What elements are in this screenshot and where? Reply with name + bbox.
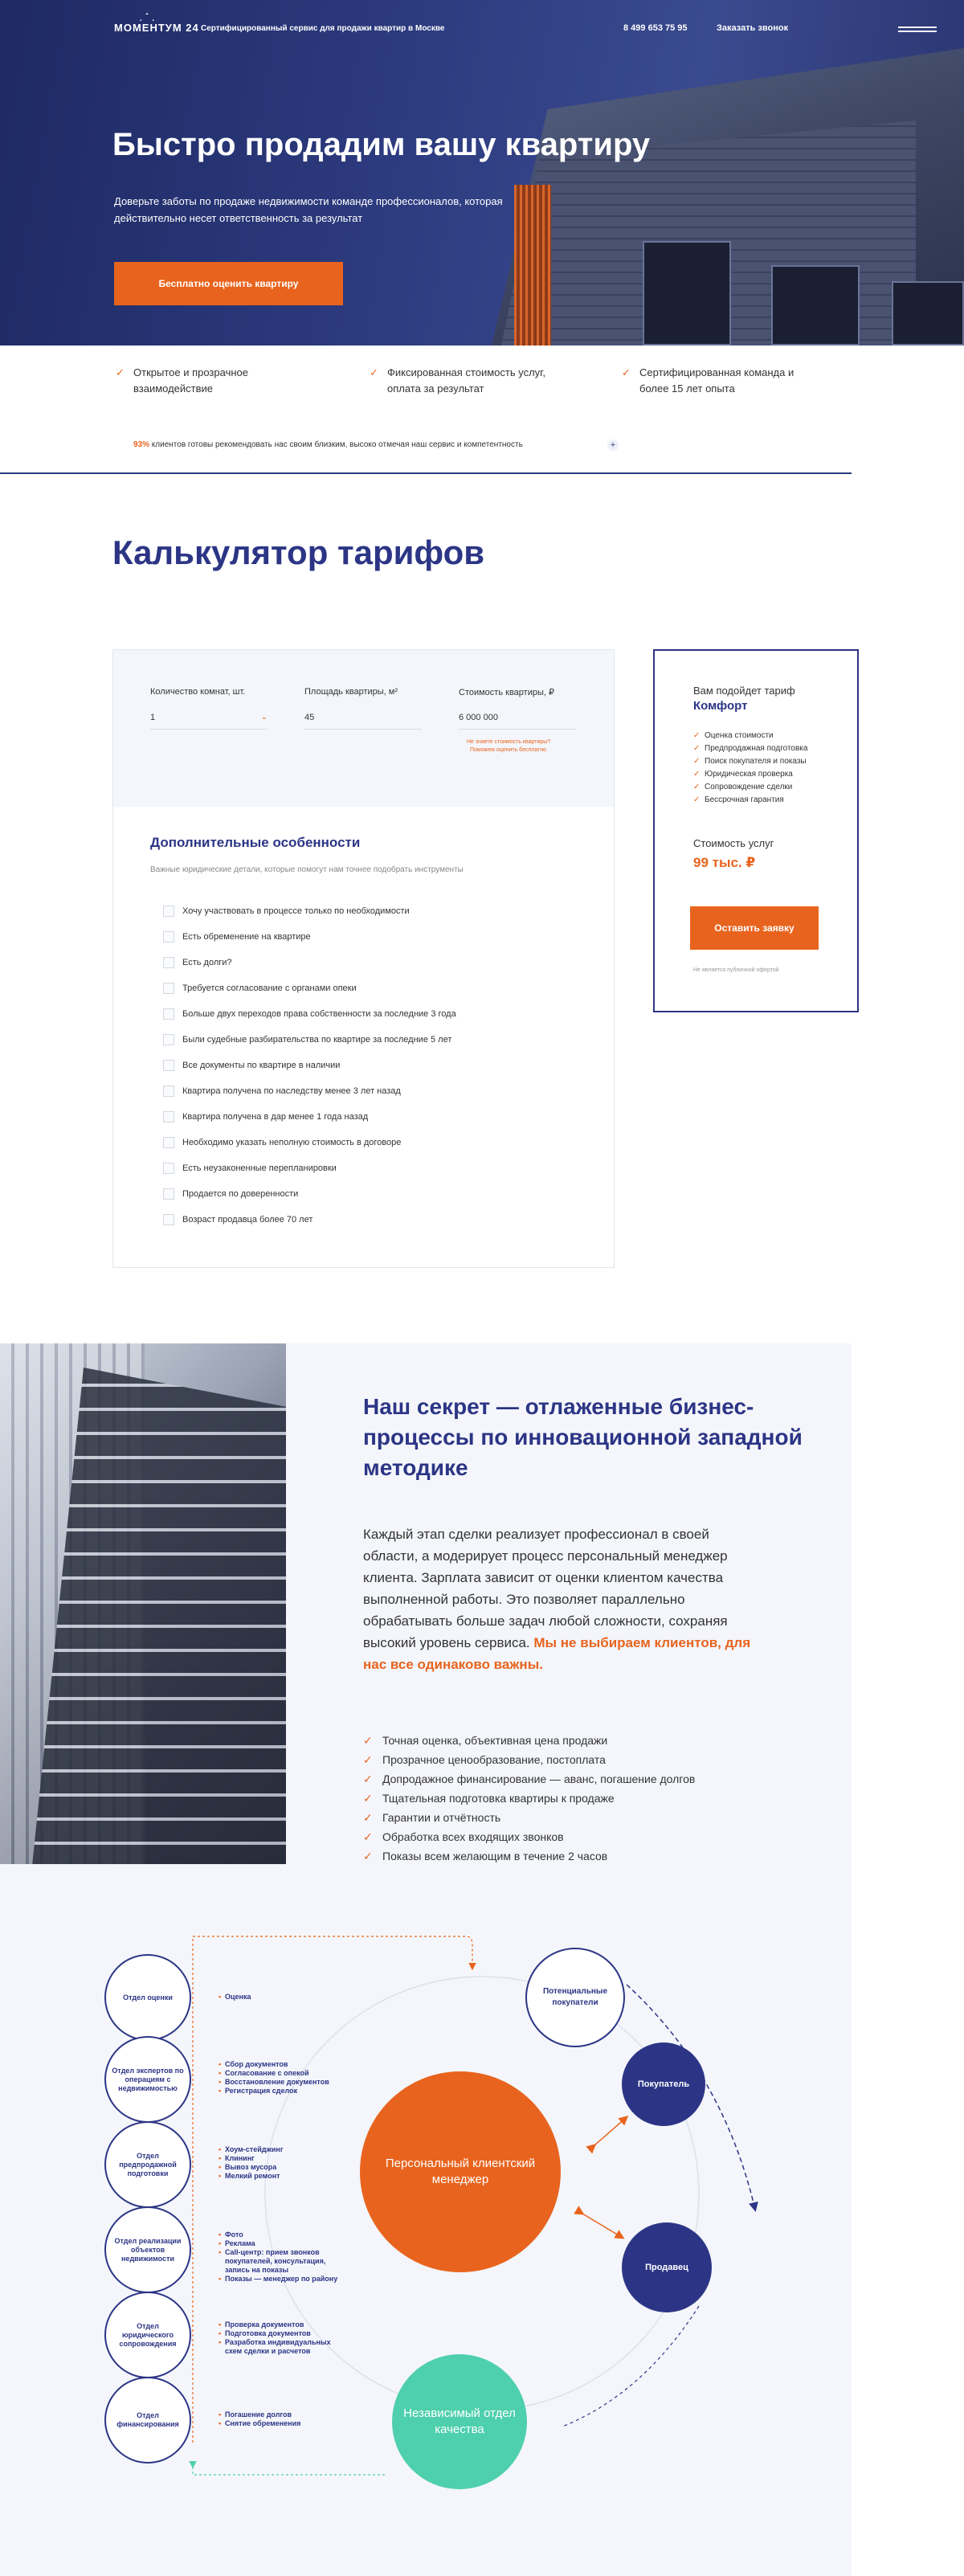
seller-circle: Продавец [622,2222,712,2312]
checkbox-label: Есть обременение на квартире [182,932,311,942]
department-task: • Подготовка документов [219,2329,347,2338]
rooms-value: 1 [150,713,156,722]
calculator-title: Калькулятор тарифов [112,534,485,571]
feature-checkbox[interactable] [163,955,565,970]
feature-item: ✓ Сертифицированная команда и более 15 лет опыта [620,365,805,397]
recommendation-desc: клиентов готовы рекомендовать нас своим близким, высоко отмечая наш сервис и компетентность [151,440,523,449]
tariff-item: ✓ Бессрочная гарантия [693,794,854,807]
checkbox-label: Есть неузаконенные перепланировки [182,1163,337,1173]
checkbox-icon[interactable] [163,1188,174,1200]
checkbox-label: Хочу участвовать в процессе только по необходимости [182,906,410,916]
logo[interactable]: МОМЕНТУМ 24 [114,22,199,34]
feature-checkbox[interactable] [163,904,565,918]
checkbox-label: Продается по доверенности [182,1189,299,1199]
checkbox-label: Были судебные разбирательства по квартире за последние 5 лет [182,1035,452,1045]
checkbox-label: Квартира получена в дар менее 1 года назад [182,1112,369,1122]
checkbox-icon[interactable] [163,906,174,917]
hero-subtitle: Доверьте заботы по продаже недвижимости команде профессионалов, которая действительно несет ответственность за результат [114,195,503,224]
order-button[interactable]: Оставить заявку [690,906,819,950]
department-task: • Call-центр: прием звонков покупателей, консультация, запись на показы [219,2248,347,2275]
building-window [643,241,731,346]
tariff-item: ✓ Сопровождение сделки [693,781,854,794]
department-task: • Хоум-стейджинг [219,2145,347,2154]
secret-paragraph: Каждый этап сделки реализует профессионал в своей области, а модерирует процесс персональный менеджер клиента. Зарплата зависит от оценки клиентом качества выполненной работы. Это позволяет параллельно обрабатывать больше задач любой сложности, сохраняя высокий уровень сервиса. [363,1527,728,1650]
feature-checkbox[interactable] [163,981,565,996]
department-task: • Вывоз мусора [219,2163,347,2172]
secret-list-item: ✓ Допродажное финансирование — аванс, погашение долгов [363,1769,813,1789]
department-task: • Клининг [219,2154,347,2163]
seller-link [582,2214,623,2238]
department-task: • Погашение долгов [219,2410,347,2419]
department-task: • Мелкий ремонт [219,2172,347,2181]
area-label: Площадь квартиры, м² [304,687,398,697]
checkbox-icon[interactable] [163,931,174,942]
building-window [771,265,860,346]
feature-checkbox[interactable] [163,1212,565,1227]
potential-buyers-circle: Потенциальные покупатели [525,1948,625,2047]
checkbox-label: Все документы по квартире в наличии [182,1061,341,1070]
feature-checkbox[interactable] [163,1161,565,1176]
offer-note: Не является публичной офертой [693,967,779,973]
secret-list-item: ✓ Тщательная подготовка квартиры к продаже [363,1789,813,1808]
checkbox-icon[interactable] [163,983,174,994]
tariff-item: ✓ Юридическая проверка [693,768,854,781]
building-window [892,281,964,346]
tariff-item: ✓ Предпродажная подготовка [693,742,854,755]
checkbox-icon[interactable] [163,1163,174,1174]
department-task: • Регистрация сделок [219,2087,347,2096]
department-circle: Отдел юридического сопровождения [104,2292,191,2378]
price-input[interactable]: 6 000 000 [459,713,576,730]
top-connector [193,1936,472,1969]
feature-checkbox[interactable] [163,1058,565,1073]
cost-label: Стоимость услуг [693,837,774,849]
checkbox-label: Квартира получена по наследству менее 3 лет назад [182,1086,401,1096]
expand-plus-icon[interactable]: + [607,440,619,451]
checkbox-icon[interactable] [163,1214,174,1225]
secret-text [363,1523,765,1675]
quality-circle: Независимый отдел качества [392,2354,527,2489]
checkbox-icon[interactable] [163,1137,174,1148]
hint-unknown-price[interactable]: Не знаете стоимость квартиры? [467,739,551,745]
buyer-circle: Покупатель [622,2042,705,2126]
recommendation-percent: 93% [133,440,150,449]
department-task: • Сбор документов [219,2060,347,2069]
tariff-list [693,730,854,807]
additional-desc: Важные юридические детали, которые помогут нам точнее подобрать инструменты [150,865,464,874]
department-circle: Отдел финансирования [104,2377,191,2464]
estimate-button[interactable]: Бесплатно оценить квартиру [114,262,343,305]
calculator-card [112,649,615,1268]
secret-list [363,1731,813,1866]
department-tasks [219,2060,347,2096]
checkbox-label: Возраст продавца более 70 лет [182,1215,313,1225]
calculator-inputs [113,650,614,807]
department-task: • Разработка индивидуальных схем сделки и расчетов [219,2338,347,2356]
features-card [0,346,852,474]
checkbox-label: Есть долги? [182,958,232,967]
feature-checkbox[interactable] [163,1084,565,1098]
tariff-card [653,649,859,1012]
recommendation-text [133,440,523,449]
department-task: • Проверка документов [219,2320,347,2329]
seller-quality-link [562,2306,699,2427]
secret-list-item: ✓ Прозрачное ценообразование, постоплата [363,1750,813,1769]
department-tasks [219,2320,347,2356]
department-circle: Отдел предпродажной подготовки [104,2121,191,2208]
department-tasks [219,1993,347,2002]
checkbox-label: Необходимо указать неполную стоимость в договоре [182,1138,402,1147]
checkbox-icon[interactable] [163,1060,174,1071]
department-task: • Фото [219,2230,347,2239]
phone-link[interactable]: 8 499 653 75 95 [623,23,688,33]
skyscraper-photo [0,1343,286,1864]
price-label: Стоимость квартиры, ₽ [459,688,554,697]
checkbox-icon[interactable] [163,1111,174,1122]
additional-title: Дополнительные особенности [150,835,361,850]
department-task: • Восстановление документов [219,2078,347,2087]
department-task: • Оценка [219,1993,347,2002]
hero-title: Быстро продадим вашу квартиру [112,127,651,162]
tariff-name: Комфорт [693,699,748,713]
department-task: • Снятие обременения [219,2419,347,2428]
tariff-item: ✓ Поиск покупателя и показы [693,755,854,768]
secret-list-item: ✓ Точная оценка, объективная цена продажи [363,1731,813,1750]
feature-checkbox[interactable] [163,1110,565,1124]
callback-link[interactable]: Заказать звонок [717,23,789,33]
checkbox-icon[interactable] [163,1086,174,1097]
feature-checkbox[interactable] [163,1007,565,1021]
department-task: • Реклама [219,2239,347,2248]
feature-checkbox[interactable] [163,1135,565,1150]
feature-checkbox[interactable] [163,1187,565,1201]
secret-list-item: ✓ Показы всем желающим в течение 2 часов [363,1846,813,1866]
checkbox-label: Больше двух переходов права собственности за последние 3 года [182,1009,456,1019]
manager-circle: Персональный клиентский менеджер [360,2071,561,2272]
tariff-label: Вам подойдет тариф [693,685,795,697]
checkbox-icon[interactable] [163,1034,174,1045]
department-circle: Отдел экспертов по операциям с недвижимостью [104,2036,191,2123]
hint-free-estimate[interactable]: Поможем оценить бесплатно [470,747,547,753]
checkbox-label: Требуется согласование с органами опеки [182,983,357,993]
tariff-item: ✓ Оценка стоимости [693,730,854,742]
feature-checkbox[interactable] [163,1032,565,1047]
checkbox-icon[interactable] [163,957,174,968]
rooms-label: Количество комнат, шт. [150,687,246,697]
chevron-down-icon: ⌄ [260,713,268,722]
secret-list-item: ✓ Гарантии и отчётность [363,1808,813,1827]
tariff-price: 99 тыс. ₽ [693,855,756,870]
department-circle: Отдел реализации объектов недвижимости [104,2206,191,2293]
area-input[interactable]: 45 [304,713,422,730]
secret-highlight: Мы не выбираем клиентов, для нас все одинаково важны. [363,1635,751,1672]
rooms-select[interactable] [150,713,268,730]
logo-roof-icon [140,13,154,21]
department-tasks [219,2145,347,2181]
checkbox-icon[interactable] [163,1008,174,1020]
department-tasks [219,2410,347,2428]
department-task: • Согласование с опекой [219,2069,347,2078]
quality-connector [193,2467,386,2475]
feature-item: ✓ Открытое и прозрачное взаимодействие [114,365,299,397]
buyer-link [594,2117,627,2145]
menu-icon[interactable] [898,27,937,33]
top-bar [0,0,964,56]
feature-item: ✓ Фиксированная стоимость услуг, оплата за результат [368,365,553,397]
secret-list-item: ✓ Обработка всех входящих звонков [363,1827,813,1846]
department-circle: Отдел оценки [104,1954,191,2041]
feature-checkbox[interactable] [163,930,565,944]
department-task: • Показы — менеджер по району [219,2275,347,2284]
header-tagline: Сертифицированный сервис для продажи квартир в Москве [201,24,445,33]
department-tasks [219,2230,347,2284]
secret-title: Наш секрет — отлаженные бизнес-процессы по инновационной западной методике [363,1394,803,1480]
